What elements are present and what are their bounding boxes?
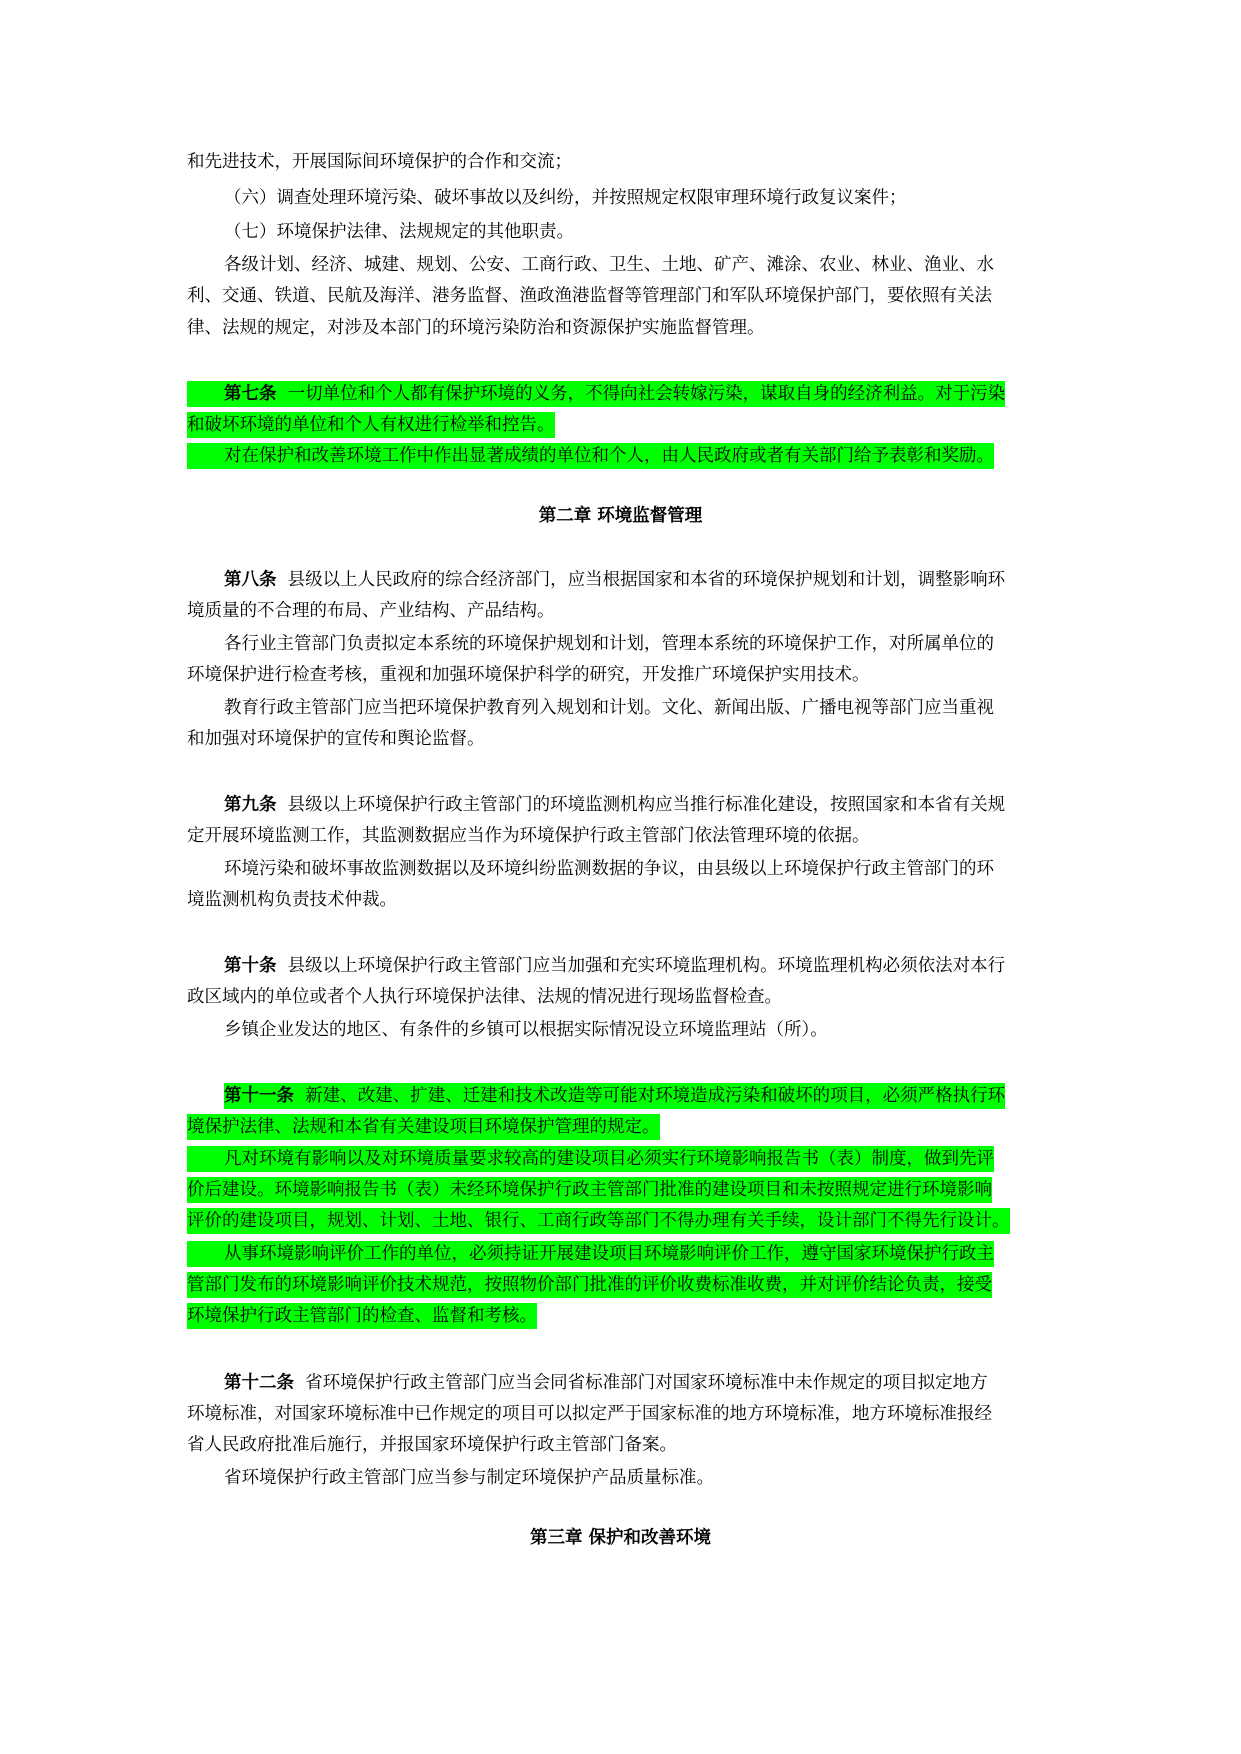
text-span: 县级以上环境保护行政主管部门应当加强和充实环境监理机构。环境监理机构必须依法对本行 [287, 956, 1006, 976]
article-number: 第九条 [224, 795, 277, 815]
text-line: 环境保护行政主管部门的检查、监督和考核。 [187, 1303, 537, 1329]
text-line: 和先进技术，开展国际间环境保护的合作和交流； [187, 152, 572, 172]
text-line: 各行业主管部门负责拟定本系统的环境保护规划和计划，管理本系统的环境保护工作，对所属单位的 [224, 634, 994, 654]
article-number: 第八条 [224, 570, 277, 590]
text-span: 县级以上人民政府的综合经济部门，应当根据国家和本省的环境保护规划和计划，调整影响环 [287, 570, 1006, 590]
text-line: 管部门发布的环境影响评价技术规范，按照物价部门批准的评价收费标准收费，并对评价结论负责，接受 [187, 1272, 992, 1298]
text-line: 和加强对环境保护的宣传和舆论监督。 [187, 729, 485, 749]
text-span: 新建、改建、扩建、迁建和技术改造等可能对环境造成污染和破坏的项目，必须严格执行环 [305, 1086, 1006, 1106]
text-line: 政区域内的单位或者个人执行环境保护法律、法规的情况进行现场监督检查。 [187, 987, 782, 1007]
text-line: 定开展环境监测工作，其监测数据应当作为环境保护行政主管部门依法管理环境的依据。 [187, 826, 870, 846]
article-11-line [224, 1083, 1005, 1109]
article-number: 第十条 [224, 956, 277, 976]
text-line: 乡镇企业发达的地区、有条件的乡镇可以根据实际情况设立环境监理站（所）。 [224, 1020, 828, 1040]
text-line: 从事环境影响评价工作的单位，必须持证开展建设项目环境影响评价工作，遵守国家环境保护行政主 [187, 1241, 994, 1267]
text-line: 境质量的不合理的布局、产业结构、产品结构。 [187, 601, 555, 621]
text-line: 教育行政主管部门应当把环境保护教育列入规划和计划。文化、新闻出版、广播电视等部门应当重视 [224, 698, 994, 718]
article-7-line [187, 381, 1005, 407]
text-line: 各级计划、经济、城建、规划、公安、工商行政、卫生、土地、矿产、滩涂、农业、林业、渔业、水 [224, 255, 994, 275]
text-line: （七）环境保护法律、法规规定的其他职责。 [224, 222, 574, 242]
text-line: 凡对环境有影响以及对环境质量要求较高的建设项目必须实行环境影响报告书（表）制度，做到先评 [187, 1146, 994, 1172]
text-line: 省人民政府批准后施行，并报国家环境保护行政主管部门备案。 [187, 1435, 677, 1455]
article-number: 第十二条 [224, 1373, 294, 1393]
text-line: 境保护法律、法规和本省有关建设项目环境保护管理的规定。 [187, 1114, 660, 1140]
chapter-heading: 第二章 环境监督管理 [538, 506, 703, 526]
article-12-line [224, 1370, 988, 1396]
text-line: 对在保护和改善环境工作中作出显著成绩的单位和个人，由人民政府或者有关部门给予表彰和奖励。 [187, 443, 994, 469]
text-line: 价后建设。环境影响报告书（表）未经环境保护行政主管部门批准的建设项目和未按照规定进行环境影响 [187, 1177, 992, 1203]
text-line: 环境污染和破坏事故监测数据以及环境纠纷监测数据的争议，由县级以上环境保护行政主管部门的环 [224, 859, 994, 879]
text-line: （六）调查处理环境污染、破坏事故以及纠纷，并按照规定权限审理环境行政复议案件； [224, 188, 907, 208]
text-line: 律、法规的规定，对涉及本部门的环境污染防治和资源保护实施监督管理。 [187, 318, 765, 338]
text-span: 省环境保护行政主管部门应当会同省标准部门对国家环境标准中未作规定的项目拟定地方 [305, 1373, 988, 1393]
chapter-heading: 第三章 保护和改善环境 [529, 1528, 712, 1548]
text-line: 和破坏环境的单位和个人有权进行检举和控告。 [187, 412, 555, 438]
article-8-line [224, 567, 1005, 593]
article-number: 第七条 [224, 384, 277, 404]
text-line: 环境标准，对国家环境标准中已作规定的项目可以拟定严于国家标准的地方环境标准，地方环境标准报经 [187, 1404, 992, 1424]
text-line: 环境保护进行检查考核，重视和加强环境保护科学的研究，开发推广环境保护实用技术。 [187, 665, 870, 685]
article-number: 第十一条 [224, 1086, 294, 1106]
text-line: 评价的建设项目，规划、计划、土地、银行、工商行政等部门不得办理有关手续，设计部门不得先行设计。 [187, 1208, 1010, 1234]
text-span: 县级以上环境保护行政主管部门的环境监测机构应当推行标准化建设，按照国家和本省有关规 [287, 795, 1006, 815]
text-span: 一切单位和个人都有保护环境的义务，不得向社会转嫁污染，谋取自身的经济利益。对于污染 [287, 384, 1006, 404]
text-line: 省环境保护行政主管部门应当参与制定环境保护产品质量标准。 [224, 1468, 714, 1488]
article-10-line [224, 953, 1005, 979]
text-line: 境监测机构负责技术仲裁。 [187, 890, 397, 910]
article-9-line [224, 792, 1005, 818]
text-line: 利、交通、铁道、民航及海洋、港务监督、渔政渔港监督等管理部门和军队环境保护部门，要依照有关法 [187, 286, 992, 306]
